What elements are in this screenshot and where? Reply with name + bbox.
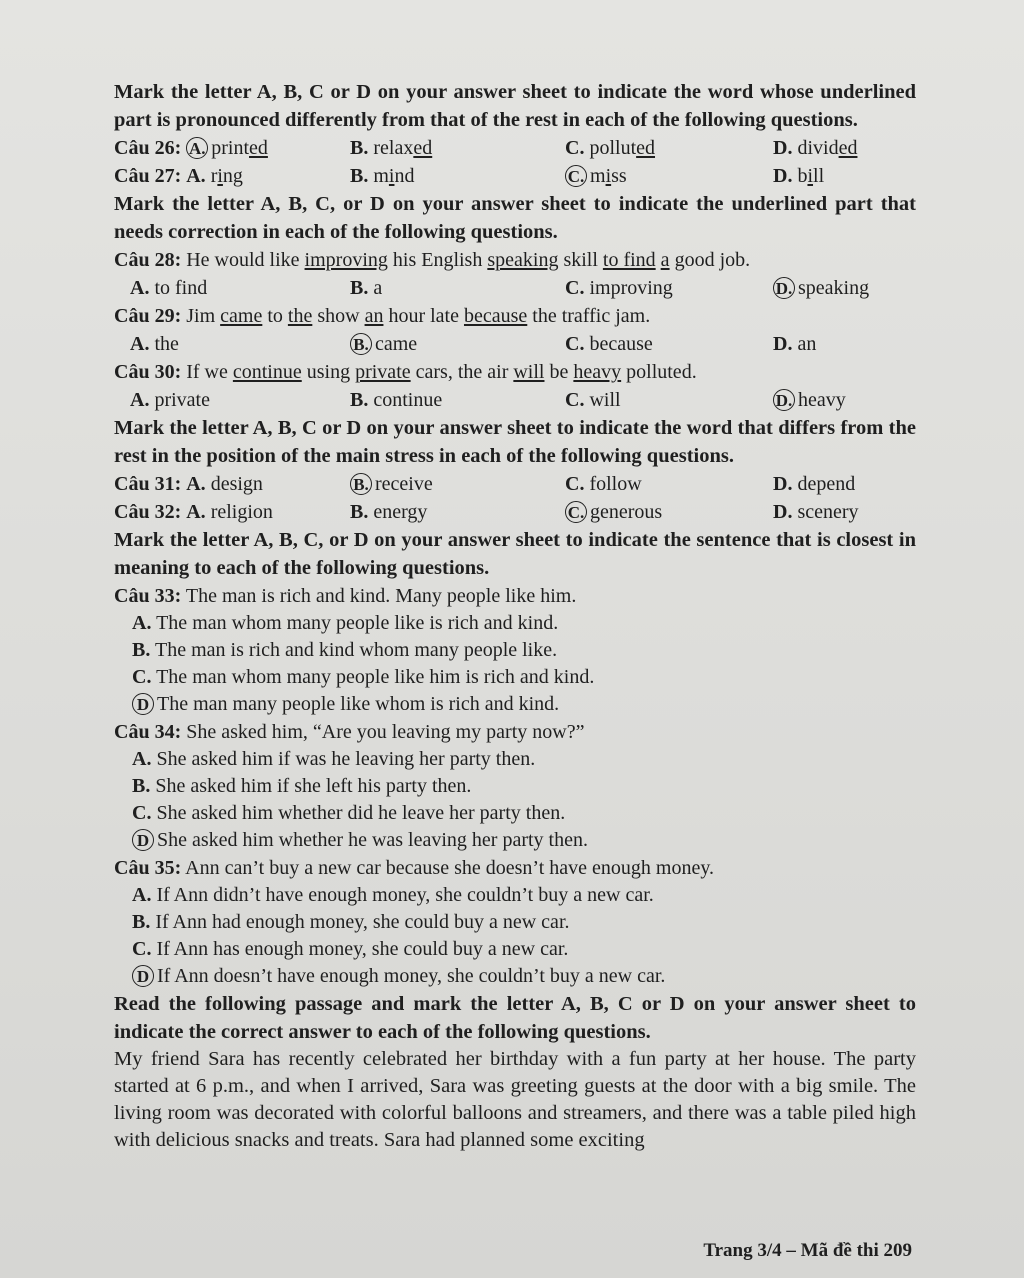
q32-d-text: scenery [797, 501, 859, 523]
q31-option-a [114, 470, 350, 498]
q35-d-text: If Ann doesn’t have enough money, she couldn’t buy a new car. [157, 965, 666, 987]
q26-c-stem: pollut [589, 137, 637, 159]
q27-c-underline: i [605, 165, 612, 187]
question-29-stem [114, 302, 916, 330]
q28-option-b [350, 274, 565, 302]
q29-text-1: Jim [186, 305, 221, 327]
q35-option-c [114, 936, 916, 963]
q28-c-letter: C. [565, 277, 585, 299]
question-28-options [114, 274, 916, 302]
q27-b-pre: m [373, 165, 389, 187]
q28-text-3: skill [558, 249, 603, 271]
q34-c-text: She asked him whether did he leave her party then. [156, 802, 566, 824]
q33-number: Câu 33: [114, 585, 182, 607]
q35-a-text: If Ann didn’t have enough money, she couldn’t buy a new car. [156, 884, 654, 906]
q30-underline-1: continue [232, 361, 302, 383]
q29-text-2: to [262, 305, 288, 327]
question-28-stem [114, 246, 916, 274]
q28-a-text: to find [154, 277, 208, 299]
q32-a-letter: A. [186, 501, 206, 523]
q32-option-b [350, 498, 565, 526]
q28-underline-4: a [660, 249, 670, 271]
q31-a-text: design [210, 473, 263, 495]
q32-option-a [114, 498, 350, 526]
q27-d-letter: D. [773, 165, 793, 187]
question-30-options [114, 386, 916, 414]
q29-number: Câu 29: [114, 305, 182, 327]
q26-d-letter: D. [773, 137, 793, 159]
q31-answer-mark: B. [350, 473, 372, 495]
q29-b-text: came [375, 333, 418, 355]
q32-option-c [565, 498, 773, 526]
q33-c-letter: C. [132, 666, 152, 688]
q29-c-letter: C. [565, 333, 585, 355]
q29-a-text: the [154, 333, 179, 355]
q27-option-a [114, 162, 350, 190]
q30-d-text: heavy [798, 389, 846, 411]
q29-text-4: hour late [383, 305, 464, 327]
reading-passage: My friend Sara has recently celebrated her birthday with a fun party at her house. The party started at 6 p.m., and when I arrived, Sara was greeting guests at the door with a big smile. The living room was decorated with colorful balloons and streamers, and there was a table piled high with delicious snacks and treats. Sara had planned some exciting [114, 1048, 916, 1151]
q28-underline-3: to find [602, 249, 656, 271]
q30-option-c [565, 386, 773, 414]
q33-a-text: The man whom many people like is rich and kind. [156, 612, 559, 634]
q30-underline-3: will [513, 361, 545, 383]
q35-b-text: If Ann had enough money, she could buy a new car. [155, 911, 570, 933]
q34-option-b [114, 773, 916, 800]
q28-text-2: his English [387, 249, 488, 271]
question-35-stem [114, 854, 916, 882]
q30-text-1: If we [186, 361, 233, 383]
q35-number: Câu 35: [114, 857, 182, 879]
q30-text-5: polluted. [621, 361, 697, 383]
q30-option-d [773, 386, 903, 414]
q28-answer-mark: D. [773, 277, 795, 299]
q31-c-letter: C. [565, 473, 585, 495]
q26-c-underline: ed [636, 137, 656, 159]
q29-underline-3: an [364, 305, 384, 327]
q33-answer-mark: D [132, 693, 154, 715]
q34-b-text: She asked him if she left his party then. [155, 775, 472, 797]
q29-a-letter: A. [130, 333, 150, 355]
question-32 [114, 498, 916, 526]
q33-option-a [114, 610, 916, 637]
q34-option-c [114, 800, 916, 827]
q27-answer-mark: C. [565, 165, 587, 187]
q27-c-pre: m [590, 165, 606, 187]
question-27 [114, 162, 916, 190]
q35-c-text: If Ann has enough money, she could buy a new car. [156, 938, 569, 960]
q34-option-d [114, 827, 916, 854]
q27-a-pre: r [210, 165, 218, 187]
q33-b-text: The man is rich and kind whom many people like. [154, 639, 558, 661]
section-instruction-pronunciation: Mark the letter A, B, C or D on your answer sheet to indicate the word whose underlined part is pronounced differently from that of the rest in each of the following questions. [114, 81, 916, 131]
q35-b-letter: B. [132, 911, 151, 933]
q26-b-stem: relax [373, 137, 414, 159]
q32-c-text: generous [590, 501, 663, 523]
q26-option-d [773, 134, 903, 162]
q31-b-text: receive [375, 473, 433, 495]
q29-d-text: an [797, 333, 817, 355]
q28-text-1: He would like [186, 249, 305, 271]
q26-c-letter: C. [565, 137, 585, 159]
q29-text-3: show [312, 305, 365, 327]
q30-c-letter: C. [565, 389, 585, 411]
q30-answer-mark: D. [773, 389, 795, 411]
q26-b-underline: ed [413, 137, 433, 159]
q34-a-text: She asked him if was he leaving her party then. [156, 748, 536, 770]
q34-stem-text: She asked him, “Are you leaving my party now?” [186, 721, 585, 743]
q29-c-text: because [589, 333, 653, 355]
q28-option-d [773, 274, 903, 302]
q27-a-post: ng [222, 165, 243, 187]
q29-underline-1: came [220, 305, 263, 327]
q28-text-5: good job. [669, 249, 751, 271]
q35-option-d [114, 963, 916, 990]
question-31 [114, 470, 916, 498]
q28-option-c [565, 274, 773, 302]
q29-underline-2: the [287, 305, 313, 327]
section-instruction-error-correction: Mark the letter A, B, C, or D on your answer sheet to indicate the underlined part that needs correction in each of the following questions. [114, 193, 916, 243]
q33-a-letter: A. [132, 612, 152, 634]
question-34-stem [114, 718, 916, 746]
q30-b-text: continue [373, 389, 443, 411]
q32-b-letter: B. [350, 501, 369, 523]
q26-answer-mark: A. [186, 137, 208, 159]
q30-text-3: cars, the air [410, 361, 514, 383]
q27-b-post: nd [394, 165, 415, 187]
q33-option-d [114, 691, 916, 718]
q28-b-text: a [373, 277, 383, 299]
q33-b-letter: B. [132, 639, 151, 661]
q32-option-d [773, 498, 903, 526]
q28-number: Câu 28: [114, 249, 182, 271]
q27-option-b [350, 162, 565, 190]
q29-answer-mark: B. [350, 333, 372, 355]
q30-underline-2: private [355, 361, 411, 383]
q28-underline-1: improving [304, 249, 388, 271]
q26-number: Câu 26: [114, 137, 182, 159]
q35-stem-text: Ann can’t buy a new car because she doesn’t have enough money. [185, 857, 715, 879]
q26-d-stem: divid [797, 137, 839, 159]
q30-text-2: using [301, 361, 356, 383]
q26-option-b [350, 134, 565, 162]
q29-option-d [773, 330, 903, 358]
q27-number: Câu 27: [114, 165, 182, 187]
q34-a-letter: A. [132, 748, 152, 770]
q31-option-d [773, 470, 903, 498]
q26-a-underline: ed [249, 137, 268, 159]
q30-a-text: private [154, 389, 210, 411]
q29-option-a [130, 330, 350, 358]
q32-number: Câu 32: [114, 501, 182, 523]
section-instruction-sentence-meaning: Mark the letter A, B, C, or D on your answer sheet to indicate the sentence that is closest in meaning to each of the following questions. [114, 529, 916, 579]
q28-a-letter: A. [130, 277, 150, 299]
q33-option-c [114, 664, 916, 691]
q26-d-underline: ed [838, 137, 858, 159]
q29-option-c [565, 330, 773, 358]
q32-b-text: energy [373, 501, 428, 523]
q34-b-letter: B. [132, 775, 151, 797]
page-footer: Trang 3/4 – Mã đề thi 209 [703, 1240, 912, 1261]
q30-option-a [130, 386, 350, 414]
q28-d-text: speaking [798, 277, 870, 299]
q35-c-letter: C. [132, 938, 152, 960]
q29-underline-4: because [463, 305, 528, 327]
question-26 [114, 134, 916, 162]
q31-c-text: follow [589, 473, 642, 495]
q27-c-post: ss [611, 165, 627, 187]
q27-d-post: ll [813, 165, 825, 187]
q29-d-letter: D. [773, 333, 793, 355]
section-instruction-stress: Mark the letter A, B, C or D on your answer sheet to indicate the word that differs from the rest in the position of the main stress in each of the following questions. [114, 417, 916, 467]
q30-c-text: will [589, 389, 621, 411]
q29-option-b [350, 330, 565, 358]
q35-option-a [114, 882, 916, 909]
q34-d-text: She asked him whether he was leaving her party then. [157, 829, 588, 851]
q28-c-text: improving [589, 277, 673, 299]
q26-option-c [565, 134, 773, 162]
q27-b-letter: B. [350, 165, 369, 187]
q34-c-letter: C. [132, 802, 152, 824]
q26-b-letter: B. [350, 137, 369, 159]
q27-a-letter: A. [186, 165, 206, 187]
q27-d-pre: b [797, 165, 808, 187]
q27-b-underline: i [388, 165, 395, 187]
q31-d-text: depend [797, 473, 856, 495]
q33-stem-text: The man is rich and kind. Many people like him. [185, 585, 577, 607]
q26-a-stem: print [211, 137, 250, 159]
q33-d-text: The man many people like whom is rich and kind. [157, 693, 560, 715]
q34-number: Câu 34: [114, 721, 182, 743]
q35-option-b [114, 909, 916, 936]
q30-number: Câu 30: [114, 361, 182, 383]
section-instruction-reading: Read the following passage and mark the letter A, B, C or D on your answer sheet to indicate the correct answer to each of the following questions. [114, 993, 916, 1043]
question-30-stem [114, 358, 916, 386]
q29-text-5: the traffic jam. [527, 305, 651, 327]
q26-option-a [114, 134, 350, 162]
q33-c-text: The man whom many people like him is rich and kind. [156, 666, 595, 688]
question-29-options [114, 330, 916, 358]
q35-answer-mark: D [132, 965, 154, 987]
q30-underline-4: heavy [573, 361, 622, 383]
q32-answer-mark: C. [565, 501, 587, 523]
q28-option-a [130, 274, 350, 302]
q32-a-text: religion [210, 501, 273, 523]
q30-text-4: be [544, 361, 574, 383]
q34-answer-mark: D [132, 829, 154, 851]
q35-a-letter: A. [132, 884, 152, 906]
q28-b-letter: B. [350, 277, 369, 299]
q31-d-letter: D. [773, 473, 793, 495]
q30-a-letter: A. [130, 389, 150, 411]
q34-option-a [114, 746, 916, 773]
question-33-stem [114, 582, 916, 610]
q32-d-letter: D. [773, 501, 793, 523]
q27-option-c [565, 162, 773, 190]
q27-a-underline: i [217, 165, 223, 187]
q31-number: Câu 31: [114, 473, 182, 495]
q33-option-b [114, 637, 916, 664]
q31-option-c [565, 470, 773, 498]
q31-a-letter: A. [186, 473, 206, 495]
q31-option-b [350, 470, 565, 498]
q30-option-b [350, 386, 565, 414]
q27-option-d [773, 162, 903, 190]
q27-d-underline: i [807, 165, 814, 187]
q30-b-letter: B. [350, 389, 369, 411]
q28-underline-2: speaking [487, 249, 559, 271]
